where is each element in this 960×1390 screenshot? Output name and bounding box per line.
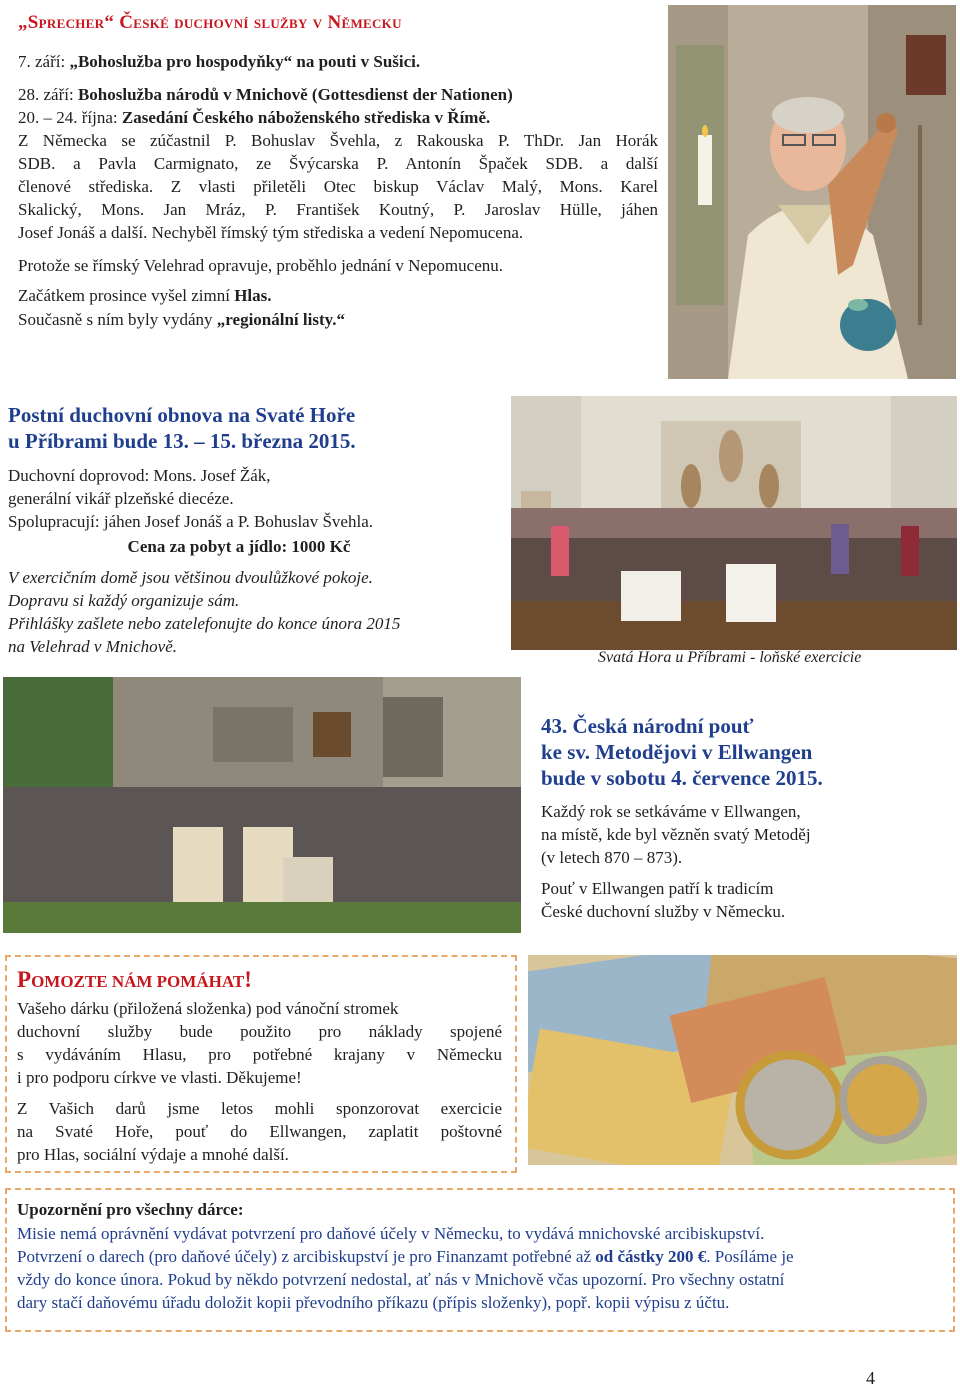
donation-line: Vašeho dárku (přiložená složenka) pod vánoční stromek bbox=[17, 999, 399, 1018]
paragraph-line: Z Německa se zúčastnil P. Bohuslav Švehla, z Rakouska P. ThDr. Jan Horák bbox=[18, 131, 658, 150]
donation-line: Z Vašich darů jsme letos mohli sponzorovat exercicie bbox=[17, 1099, 502, 1118]
notice-text: Potvrzení o darech (pro daňové účely) z arcibiskupství je pro Finanzamt potřebné až bbox=[17, 1247, 596, 1266]
retreat-line: Duchovní doprovod: Mons. Josef Žák, bbox=[8, 466, 271, 485]
retreat-heading-line: u Příbrami bude 13. – 15. března 2015. bbox=[8, 429, 356, 453]
paragraph-line: SDB. a Pavla Carmignato, ze Švýcarska P. Antonín Špaček SDB. a další bbox=[18, 154, 658, 173]
retreat-note-line: Dopravu si každý organizuje sám. bbox=[8, 591, 240, 610]
notice-title bbox=[17, 1198, 244, 1221]
event-date: 20. – 24. října: bbox=[18, 108, 122, 127]
retreat-notes bbox=[8, 566, 400, 658]
title-part: precher bbox=[38, 12, 105, 33]
paragraph-line: členové střediska. Z vlasti přiletěli Otec biskup Václav Malý, Mons. Karel bbox=[18, 177, 658, 196]
velehrad-line: Protože se římský Velehrad opravuje, proběhlo jednání v Nepomucenu. bbox=[18, 256, 503, 275]
donation-heading bbox=[17, 967, 252, 993]
notice-line bbox=[17, 1245, 794, 1268]
hlas-name: Hlas. bbox=[234, 286, 272, 305]
retreat-note-line: na Velehrad v Mnichově. bbox=[8, 637, 177, 656]
priest-photo bbox=[668, 5, 956, 379]
notice-line: dary stačí daňovému úřadu doložit kopii převodního příkazu (přípis složenky), popř. kopii výpisu z účtu. bbox=[17, 1293, 730, 1312]
event-paragraph bbox=[18, 129, 658, 244]
donation-para2 bbox=[17, 1097, 502, 1166]
retreat-price-text: Cena za pobyt a jídlo: 1000 Kč bbox=[127, 537, 351, 556]
donation-line: pro Hlas, sociální výdaje a mnohé další. bbox=[17, 1145, 289, 1164]
title-part: „S bbox=[18, 12, 39, 33]
pilgrimage-heading bbox=[541, 713, 823, 791]
retreat-line: Spolupracují: jáhen Josef Jonáš a P. Bohuslav Švehla. bbox=[8, 512, 373, 531]
group-photo-illustration bbox=[511, 396, 957, 650]
pilgrimage-heading-line: ke sv. Metodějovi v Ellwangen bbox=[541, 740, 813, 764]
pilgrimage-line: na místě, kde byl vězněn svatý Metoděj bbox=[541, 825, 811, 844]
pilgrimage-line: Každý rok se setkáváme v Ellwangen, bbox=[541, 802, 801, 821]
retreat-details bbox=[8, 464, 373, 533]
donation-heading-part: P bbox=[17, 967, 32, 992]
notice-text: . Posíláme je bbox=[706, 1247, 794, 1266]
donation-heading-part: OMOZTE NÁM POMÁHAT bbox=[31, 972, 245, 991]
pilgrimage-details bbox=[541, 800, 811, 869]
event-date: 7. září: bbox=[18, 52, 70, 71]
retreat-heading-line: Postní duchovní obnova na Svaté Hoře bbox=[8, 403, 356, 427]
pilgrimage-heading-line: 43. Česká národní pouť bbox=[541, 714, 754, 738]
notice-line: vždy do konce února. Pokud by někdo potvrzení nedostal, ať nás v Mnichově včas upozorní. Pro všechny ostatní bbox=[17, 1270, 785, 1289]
section-title bbox=[18, 12, 402, 34]
group-photo-ellwangen bbox=[3, 677, 521, 933]
euro-money-illustration bbox=[528, 955, 957, 1165]
donation-box bbox=[5, 955, 517, 1173]
title-part: “ Č bbox=[104, 12, 134, 33]
notice-line: Misie nemá oprávnění vydávat potvrzení pro daňové účely v Německu, to vydává mnichovské arcibiskupství. bbox=[17, 1224, 765, 1243]
pilgrimage-tradition bbox=[541, 877, 785, 923]
event-title: Zasedání Českého náboženského střediska v Římě. bbox=[121, 108, 491, 127]
donation-line: na Svaté Hoře, pouť do Ellwangen, zaplatit poštovné bbox=[17, 1122, 502, 1141]
notice-title-text: Upozornění pro všechny dárce: bbox=[17, 1200, 244, 1219]
pilgrimage-line: České duchovní služby v Německu. bbox=[541, 902, 786, 921]
donation-line: duchovní služby bude použito pro náklady spojené bbox=[17, 1022, 502, 1041]
priest-photo-illustration bbox=[668, 5, 956, 379]
event-title: „Bohoslužba pro hospodyňky“ na pouti v Sušici. bbox=[69, 52, 421, 71]
title-part: eské duchovní služby v bbox=[133, 12, 323, 33]
page-number: 4 bbox=[866, 1368, 875, 1388]
retreat-note-line: Přihlášky zašlete nebo zatelefonujte do konce února 2015 bbox=[8, 614, 401, 633]
hlas-line bbox=[18, 284, 272, 307]
euro-money-photo bbox=[528, 955, 957, 1165]
pilgrimage-line: Pouť v Ellwangen patří k tradicím bbox=[541, 879, 774, 898]
group-photo-svata-hora bbox=[511, 396, 957, 650]
notice-box bbox=[5, 1188, 955, 1332]
retreat-heading bbox=[8, 402, 356, 454]
listy-text: Současně s ním byly vydány bbox=[18, 310, 217, 329]
event-line bbox=[18, 50, 420, 73]
event-title: Bohoslužba národů v Mnichově (Gottesdienst der Nationen) bbox=[77, 85, 513, 104]
event-line bbox=[18, 106, 490, 129]
retreat-line: generální vikář plzeňské diecéze. bbox=[8, 489, 234, 508]
notice-amount: od částky 200 € bbox=[595, 1247, 707, 1266]
title-part: N bbox=[322, 12, 342, 33]
paragraph-line: Josef Jonáš a další. Nechyběl římský tým střediska a vedení Nepomucena. bbox=[18, 223, 524, 242]
listy-line bbox=[18, 308, 345, 331]
retreat-note-line: V exercičním domě jsou většinou dvoulůžkové pokoje. bbox=[8, 568, 373, 587]
donation-line: s vydáváním Hlasu, pro potřebné krajany v Německu bbox=[17, 1045, 502, 1064]
donation-para1 bbox=[17, 997, 502, 1089]
event-line bbox=[18, 83, 513, 106]
listy-name: „regionální listy.“ bbox=[216, 310, 345, 329]
retreat-price bbox=[0, 535, 478, 558]
photo-caption: Svatá Hora u Příbrami - loňské exercicie bbox=[598, 649, 862, 666]
event-date: 28. září: bbox=[18, 85, 78, 104]
hlas-text: Začátkem prosince vyšel zimní bbox=[18, 286, 235, 305]
pilgrimage-heading-line: bude v sobotu 4. července 2015. bbox=[541, 766, 823, 790]
title-part: ěmecku bbox=[341, 12, 402, 33]
donation-line: i pro podporu církve ve vlasti. Děkujeme! bbox=[17, 1068, 302, 1087]
donation-heading-part: ! bbox=[244, 967, 252, 992]
pilgrimage-line: (v letech 870 – 873). bbox=[541, 848, 683, 867]
paragraph-line: Skalický, Mons. Jan Mráz, P. František Koutný, P. Jaroslav Hülle, jáhen bbox=[18, 200, 658, 219]
ellwangen-photo-illustration bbox=[3, 677, 521, 933]
